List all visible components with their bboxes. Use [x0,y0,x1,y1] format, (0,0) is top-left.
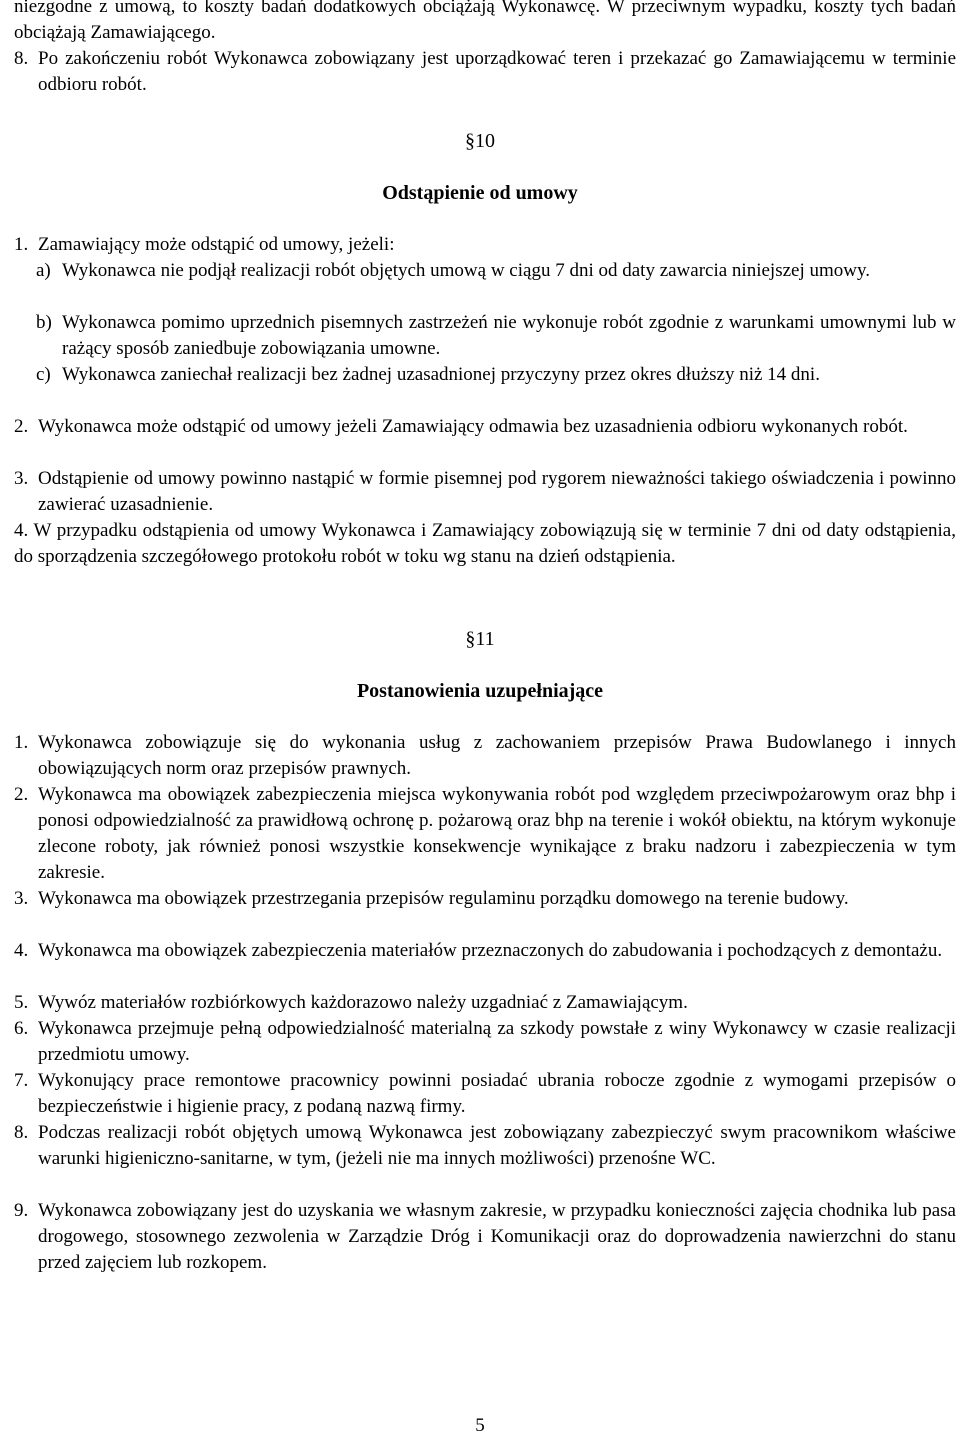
item-text: Wykonawca zobowiązuje się do wykonania usług z zachowaniem przepisów Prawa Budowlanego i innych obowiązujących norm oraz przepisów prawnych. [38,732,956,779]
item-text: Wykonujący prace remontowe pracownicy powinni posiadać ubrania robocze zgodnie z wymogami przepisów o bezpieczeństwie i higienie pracy, z podaną nazwą firmy. [38,1070,956,1117]
item-text: Wykonawca ma obowiązek przestrzegania przepisów regulaminu porządku domowego na terenie budowy. [38,888,849,909]
item-number: 6. [14,1018,29,1039]
item-number: 8. [14,48,29,69]
list-item [14,730,956,782]
sub-item [36,310,956,362]
sub-item-letter: a) [36,260,51,281]
list-item [14,938,956,964]
item-number: 7. [14,1070,29,1091]
list-item [14,46,956,98]
sub-item-text: Wykonawca nie podjął realizacji robót objętych umową w ciągu 7 dni od daty zawarcia niniejszej umowy. [62,260,871,281]
item-number: 2. [14,784,29,805]
item-text: Wykonawca zobowiązany jest do uzyskania we własnym zakresie, w przypadku konieczności zajęcia chodnika lub pasa drogowego, stosownego zezwolenia w Zarządzie Dróg i Komunikacji oraz do doprowadzenia nawierzchni do stanu przed zajęciem lub rozkopem. [38,1200,956,1273]
list-item [14,1120,956,1172]
list-item [14,518,956,570]
list-item [14,886,956,912]
list-item [14,990,956,1016]
section-title: Postanowienia uzupełniające [356,680,604,702]
item-text: Wykonawca ma obowiązek zabezpieczenia miejsca wykonywania robót pod względem przeciwpożarowym oraz bhp i ponosi odpowiedzialność za prawidłową ochronę p. pożarową oraz bhp na terenie i wokół obiektu, na którym wykonuje zlecone roboty, jak również ponosi wszystkie konsekwencje wynikające z braku nadzoru i zabezpieczenia w tym zakresie. [38,784,956,883]
item-text: Odstąpienie od umowy powinno nastąpić w formie pisemnej pod rygorem nieważności takiego oświadczenia i powinno zawierać uzasadnienie. [38,468,956,515]
item-number: 1. [14,732,29,753]
sub-item [36,258,956,284]
list-item [14,1016,956,1068]
item-number: 5. [14,992,29,1013]
item-text: Zamawiający może odstąpić od umowy, jeżeli: [38,234,395,255]
list-item [14,1198,956,1276]
page-number: 5 [475,1415,485,1436]
item-number: 4. [14,520,29,541]
list-item [14,466,956,518]
item-text: Wywóz materiałów rozbiórkowych każdorazowo należy uzgadniać z Zamawiającym. [38,992,688,1013]
item-number: 2. [14,416,29,437]
item-text: Po zakończeniu robót Wykonawca zobowiązany jest uporządkować teren i przekazać go Zamawiającemu w terminie odbioru robót. [38,48,956,95]
list-item [14,1068,956,1120]
item-number: 1. [14,234,29,255]
sub-item [36,362,956,388]
item-text: Wykonawca ma obowiązek zabezpieczenia materiałów przeznaczonych do zabudowania i pochodzących z demontażu. [38,940,943,961]
sub-item-letter: b) [36,312,52,333]
item-number: 3. [14,888,29,909]
sub-item-text: Wykonawca pomimo uprzednich pisemnych zastrzeżeń nie wykonuje robót zgodnie z warunkami umownymi lub w rażący sposób zaniedbuje zobowiązania umowne. [62,312,956,359]
item-number: 4. [14,940,29,961]
item-text: Wykonawca może odstąpić od umowy jeżeli Zamawiający odmawia bez uzasadnienia odbioru wykonanych robót. [38,416,908,437]
item-text: Wykonawca przejmuje pełną odpowiedzialność materialną za szkody powstałe z winy Wykonawcy w czasie realizacji przedmiotu umowy. [38,1018,956,1065]
sub-item-letter: c) [36,364,51,385]
item-number: 8. [14,1122,29,1143]
item-text: Podczas realizacji robót objętych umową Wykonawca jest zobowiązany zabezpieczyć swym pracownikom właściwe warunki higieniczno-sanitarne, w tym, (jeżeli nie ma innych możliwości) przenośne WC. [38,1122,956,1169]
intro-continuation: niezgodne z umową, to koszty badań dodatkowych obciążają Wykonawcę. W przeciwnym wypadku, koszty tych badań obciążają Zamawiającego. [14,0,956,43]
list-item [14,782,956,886]
item-text: W przypadku odstąpienia od umowy Wykonawca i Zamawiający zobowiązują się w terminie 7 dni od daty odstąpienia, do sporządzenia szczegółowego protokołu robót w toku wg stanu na dzień odstąpienia. [14,520,956,567]
sub-item-text: Wykonawca zaniechał realizacji bez żadnej uzasadnionej przyczyny przez okres dłuższy niż 14 dni. [62,364,820,385]
list-item [14,232,956,258]
section-title: Odstąpienie od umowy [382,182,578,204]
list-item [14,414,956,440]
section-number: §11 [465,628,495,650]
section-number: §10 [465,130,495,152]
item-number: 3. [14,468,29,489]
item-number: 9. [14,1200,29,1221]
